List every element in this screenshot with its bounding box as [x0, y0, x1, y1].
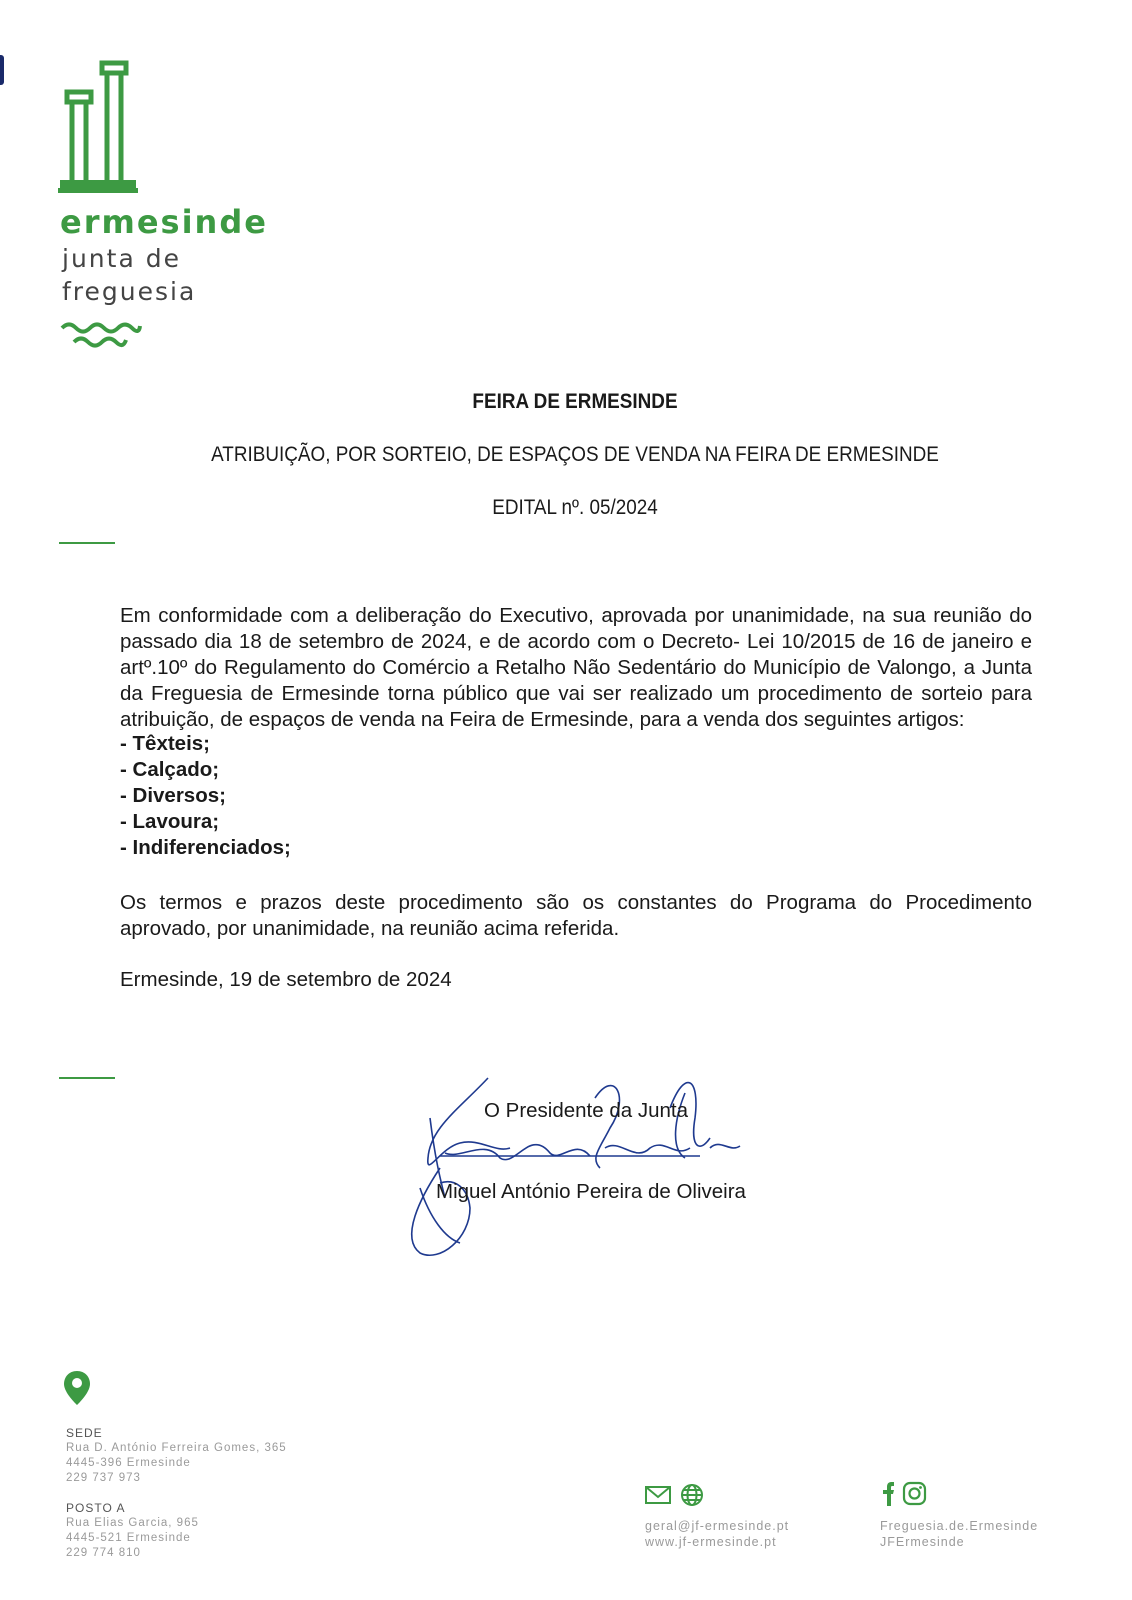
main-paragraph: Em conformidade com a deliberação do Executivo, aprovada por unanimidade, na sua reunião do passado dia 18 de setembro de 2024, e de acordo com o Decreto- Lei 10/2015 de 16 de janeiro e artº.10º do Regulamento do Comércio a Retalho Não Sedentário do Município de Valongo, a Junta da Freguesia de Ermesinde torna público que vai ser realizado um procedimento de sorteio para atribuição, de espaços de venda na Feira de Ermesinde, para a venda dos seguintes artigos: — [120, 604, 1032, 731]
instagram-icon — [904, 1483, 925, 1504]
article-list — [120, 731, 291, 861]
document-title: FEIRA DE ERMESINDE — [472, 390, 678, 413]
facebook-handle[interactable]: Freguesia.de.Ermesinde — [880, 1519, 1039, 1533]
instagram-handle[interactable]: JFErmesinde — [880, 1535, 965, 1549]
location-pin-icon — [63, 1370, 91, 1411]
contact-icons — [644, 1483, 706, 1512]
posto-phone: 229 774 810 — [66, 1547, 141, 1559]
list-item: - Indiferenciados; — [120, 836, 291, 859]
terms-paragraph: Os termos e prazos deste procedimento são os constantes do Programa do Procedimento aprovado, por unanimidade, na reunião acima referida. — [120, 891, 1032, 940]
facebook-icon — [883, 1482, 894, 1506]
posto-address-line: Rua Elias Garcia, 965 — [66, 1517, 199, 1529]
place-date: Ermesinde, 19 de setembro de 2024 — [120, 968, 452, 991]
list-item: - Lavoura; — [120, 810, 220, 833]
document-subtitle: ATRIBUIÇÃO, POR SORTEIO, DE ESPAÇOS DE VENDA NA FEIRA DE ERMESINDE — [211, 443, 939, 466]
signatory-title: O Presidente da Junta — [484, 1099, 688, 1122]
brand-subtitle-line2: freguesia — [62, 277, 197, 306]
waves-icon — [60, 320, 142, 355]
signatory-name: Miguel António Pereira de Oliveira — [436, 1180, 746, 1203]
sede-address-line: 4445-396 Ermesinde — [66, 1457, 191, 1469]
website-link[interactable]: www.jf-ermesinde.pt — [645, 1535, 777, 1549]
divider-rule — [59, 1077, 115, 1079]
edital-number: EDITAL nº. 05/2024 — [492, 496, 658, 519]
posto-label: POSTO A — [66, 1501, 126, 1515]
divider-rule — [59, 542, 115, 544]
list-item: - Têxteis; — [120, 732, 210, 755]
sede-address-line: Rua D. António Ferreira Gomes, 365 — [66, 1442, 287, 1454]
brand-name: ermesinde — [60, 203, 268, 241]
list-item: - Calçado; — [120, 758, 220, 781]
posto-address-line: 4445-521 Ermesinde — [66, 1532, 191, 1544]
scan-edge-mark — [0, 55, 4, 85]
list-item: - Diversos; — [120, 784, 226, 807]
email-address[interactable]: geral@jf-ermesinde.pt — [645, 1519, 790, 1533]
social-icons — [878, 1481, 928, 1512]
columns-logo-icon — [58, 60, 140, 203]
sede-label: SEDE — [66, 1426, 103, 1440]
sede-phone: 229 737 973 — [66, 1472, 141, 1484]
brand-subtitle-line1: junta de — [62, 244, 181, 273]
